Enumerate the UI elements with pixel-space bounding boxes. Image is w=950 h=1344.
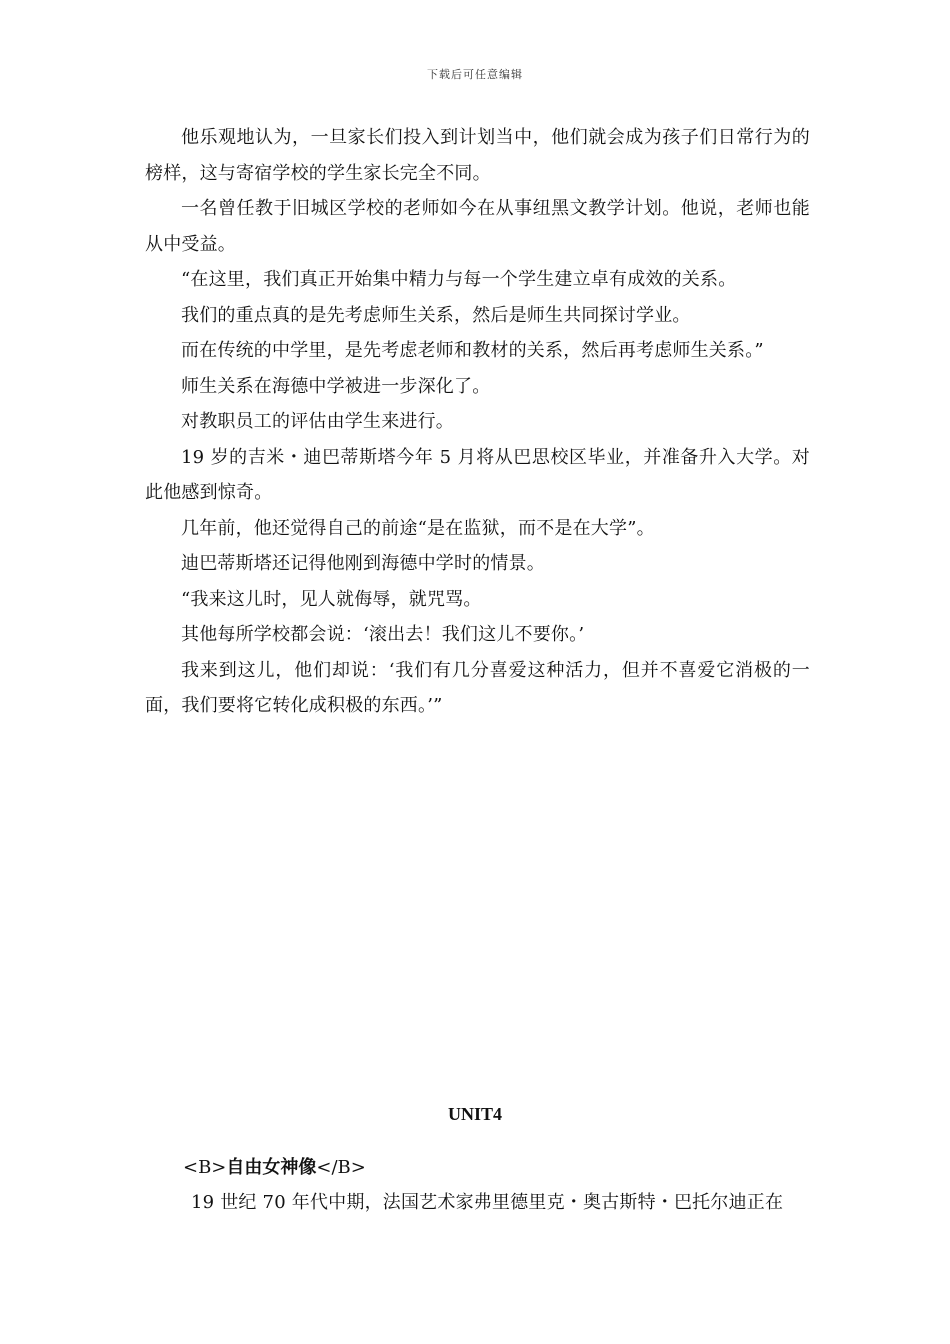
title-open-tag: <B> (183, 1157, 227, 1178)
paragraph: 其他每所学校都会说：‘滚出去！我们这儿不要你。’ (181, 624, 585, 645)
paragraph: 对教职员工的评估由学生来进行。 (181, 411, 454, 432)
paragraph: 几年前，他还觉得自己的前途“是在监狱，而不是在大学”。 (181, 517, 655, 539)
document-body (145, 120, 810, 724)
section-title (183, 1153, 366, 1179)
title-text: 自由女神像 (226, 1157, 317, 1178)
paragraph: 我来到这儿，他们却说：‘我们有几分喜爱这种活力，但并不喜爱它消极的一面，我们要将它转化成积极的东西。’” (145, 659, 810, 716)
paragraph: 而在传统的中学里，是先考虑老师和教材的关系，然后再考虑师生关系。” (181, 340, 764, 361)
paragraph: 他乐观地认为，一旦家长们投入到计划当中，他们就会成为孩子们日常行为的榜样，这与寄宿学校的学生家长完全不同。 (145, 127, 810, 184)
paragraph: 一名曾任教于旧城区学校的老师如今在从事纽黑文教学计划。他说，老师也能从中受益。 (145, 198, 810, 255)
paragraph: “在这里，我们真正开始集中精力与每一个学生建立卓有成效的关系。 (181, 269, 737, 290)
paragraph: 师生关系在海德中学被进一步深化了。 (181, 375, 491, 397)
paragraph: 19 世纪 70 年代中期，法国艺术家弗里德里克・奥古斯特・巴托尔迪正在 (191, 1192, 784, 1213)
title-close-tag: </B> (316, 1157, 366, 1178)
page-header-note: 下载后可任意编辑 (427, 68, 523, 81)
paragraph: 19 岁的吉米・迪巴蒂斯塔今年 5 月将从巴思校区毕业，并准备升入大学。对此他感到惊奇。 (145, 446, 810, 503)
paragraph: 我们的重点真的是先考虑师生关系，然后是师生共同探讨学业。 (181, 304, 691, 326)
section-body (145, 1185, 810, 1221)
paragraph: “我来这儿时，见人就侮辱，就咒骂。 (181, 588, 482, 610)
unit-heading: UNIT4 (447, 1104, 502, 1124)
paragraph: 迪巴蒂斯塔还记得他刚到海德中学时的情景。 (181, 553, 545, 574)
